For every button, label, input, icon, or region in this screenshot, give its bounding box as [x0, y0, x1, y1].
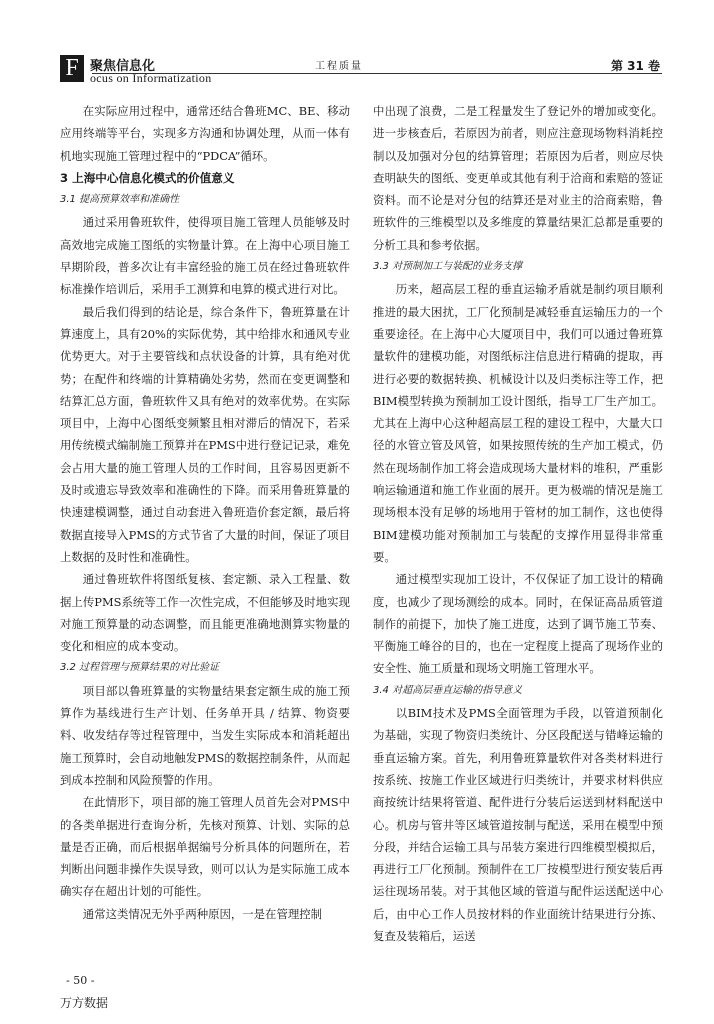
source-watermark: 万方数据	[60, 996, 109, 1010]
subsection-heading: 3.3 对预制加工与装配的业务支撑	[373, 261, 523, 273]
paragraph: 在此情形下，项目部的施工管理人员首先会对PMS中的各类单据进行查询分析，先核对预算、计划、实际的总量是否正确，而后根据单据编号分析具体的问题所在，若判断出问题非操作失误导致，则可以认为是实际施工成本确实存在超出计划的可能性。	[60, 795, 350, 899]
paragraph: 通过鲁班软件将图纸复核、套定额、录入工程量、数据上传PMS系统等工作一次性完成，不但能够及时地实现对施工预算量的动态调整，而且能更准确地测算实物量的变化和相应的成本变动。	[60, 572, 350, 654]
subsection-heading: 3.2 过程管理与预算结果的对比验证	[60, 662, 220, 674]
page-number: - 50 -	[66, 974, 95, 987]
paragraph: 通过模型实现加工设计，不仅保证了加工设计的精确度，也减少了现场测绘的成本。同时，在保证高品质管道制作的前提下，加快了施工进度，达到了调节施工节奏、平衡施工峰谷的目的，也在一定程度上提高了现场作业的安全性、施工质量和现场文明施工管理水平。	[373, 572, 663, 676]
paragraph: 通过采用鲁班软件，使得项目施工管理人员能够及时高效地完成施工图纸的实物量计算。在上海中心项目施工早期阶段，普多次让有丰富经验的施工员在经过鲁班软件标准操作培训后，采用手工测算和电算的模式进行对比。	[60, 215, 350, 297]
journal-name: 工程质量	[315, 61, 363, 72]
paragraph: 项目部以鲁班算量的实物量结果套定额生成的施工预算作为基线进行生产计划、任务单开具 / 结算、物资要料、收发结存等过程管理中，当发生实际成本和消耗超出施工预算时，会自动地触发PMS的数据控制条件，从而起到成本控制和风险预警的作用。	[60, 683, 350, 787]
header-divider	[92, 73, 662, 74]
paragraph: 最后我们得到的结论是，综合条件下，鲁班算量在计算速度上，具有20%的实际优势，其中给排水和通风专业优势更大。对于主要管线和点状设备的计算，具有绝对优势；在配件和终端的计算精确处劣势，然而在变更调整和结算汇总方面，鲁班软件又具有绝对的效率优势。在实际项目中，上海中心图纸变频繁且相对滞后的情况下，若采用传统模式编制施工预算并在PMS中进行登记记录，难免会占用大量的施工管理人员的工作时间，且容易因更新不及时或遗忘导致效率和准确性的下降。而采用鲁班算量的快速建模调整，通过自动套进入鲁班造价套定额，最后将数据直接导入PMS的方式节省了大量的时间，保证了项目上数据的及时性和准确性。	[60, 304, 350, 564]
page-header	[60, 55, 670, 85]
column-title-cn: 聚焦信息化	[90, 59, 156, 74]
subsection-heading: 3.1 提高预算效率和准确性	[60, 194, 180, 206]
left-text-column	[60, 100, 350, 925]
volume-number: 第 31 卷	[610, 59, 660, 73]
paragraph: 通常这类情况无外乎两种原因，一是在管理控制	[82, 906, 323, 921]
paragraph: 中出现了浪费，二是工程量发生了登记外的增加或变化。进一步核查后，若原因为前者，则应注意现场物料消耗控制以及加强对分包的结算管理；若原因为后者，则应尽快查明缺失的图纸、变更单或其他有利于洽商和索赔的签证资料。而不论是对分包的结算还是对业主的洽商索赔，鲁班软件的三维模型以及多维度的算量结果汇总都是重要的分析工具和参考依据。	[373, 104, 663, 252]
right-text-column	[373, 100, 663, 947]
column-logo: F	[60, 55, 84, 82]
paragraph: 以BIM技术及PMS全面管理为手段，以管道预制化为基础，实现了物资归类统计、分区段配送与错峰运输的垂直运输方案。首先，利用鲁班算量软件对各类材料进行按系统、按施工作业区域进行归类统计，并要求材料供应商按统计结果将管道、配件进行分装后运送到材料配送中心。机房与管井等区域管道按制与配送，采用在模型中预分段，并结合运输工具与吊装方案进行四维模型模拟后，再进行工厂化预制。预制件在工厂按模型进行预安装后再运往现场吊装。对于其他区域的管道与配件运送配送中心后，由中心工作人员按材料的作业面统计结果进行分拣、复查及装箱后，运送	[373, 706, 663, 943]
section-heading: 3 上海中心信息化模式的价值意义	[60, 170, 235, 185]
subsection-heading: 3.4 对超高层垂直运输的指导意义	[373, 684, 523, 696]
column-title-en: ocus on Informatization	[90, 71, 212, 85]
paragraph: 历来，超高层工程的垂直运输矛盾就是制约项目顺利推进的最大困扰，工厂化预制是减轻垂直运输压力的一个重要途径。在上海中心大厦项目中，我们可以通过鲁班算量软件的建模功能，对图纸标注信息进行精确的提取，再进行必要的数据转换、机械设计以及归类标注等工作，把BIM模型转换为预制加工设计图纸，指导工厂生产加工。尤其在上海中心这种超高层工程的建设工程中，大量大口径的水管立管及风管，如果按照传统的生产加工模式，仍然在现场制作加工将会造成现场大量材料的堆积，严重影响运输通道和施工作业面的展开。更为极端的情况是施工现场根本没有足够的场地用于管材的加工制作，这也使得BIM建模功能对预制加工与装配的支撑作用显得非常重要。	[373, 282, 663, 564]
paragraph: 在实际应用过程中，通常还结合鲁班MC、BE、移动应用终端等平台，实现多方沟通和协调处理，从而一体有机地实现施工管理过程中的“PDCA”循环。	[60, 104, 350, 163]
